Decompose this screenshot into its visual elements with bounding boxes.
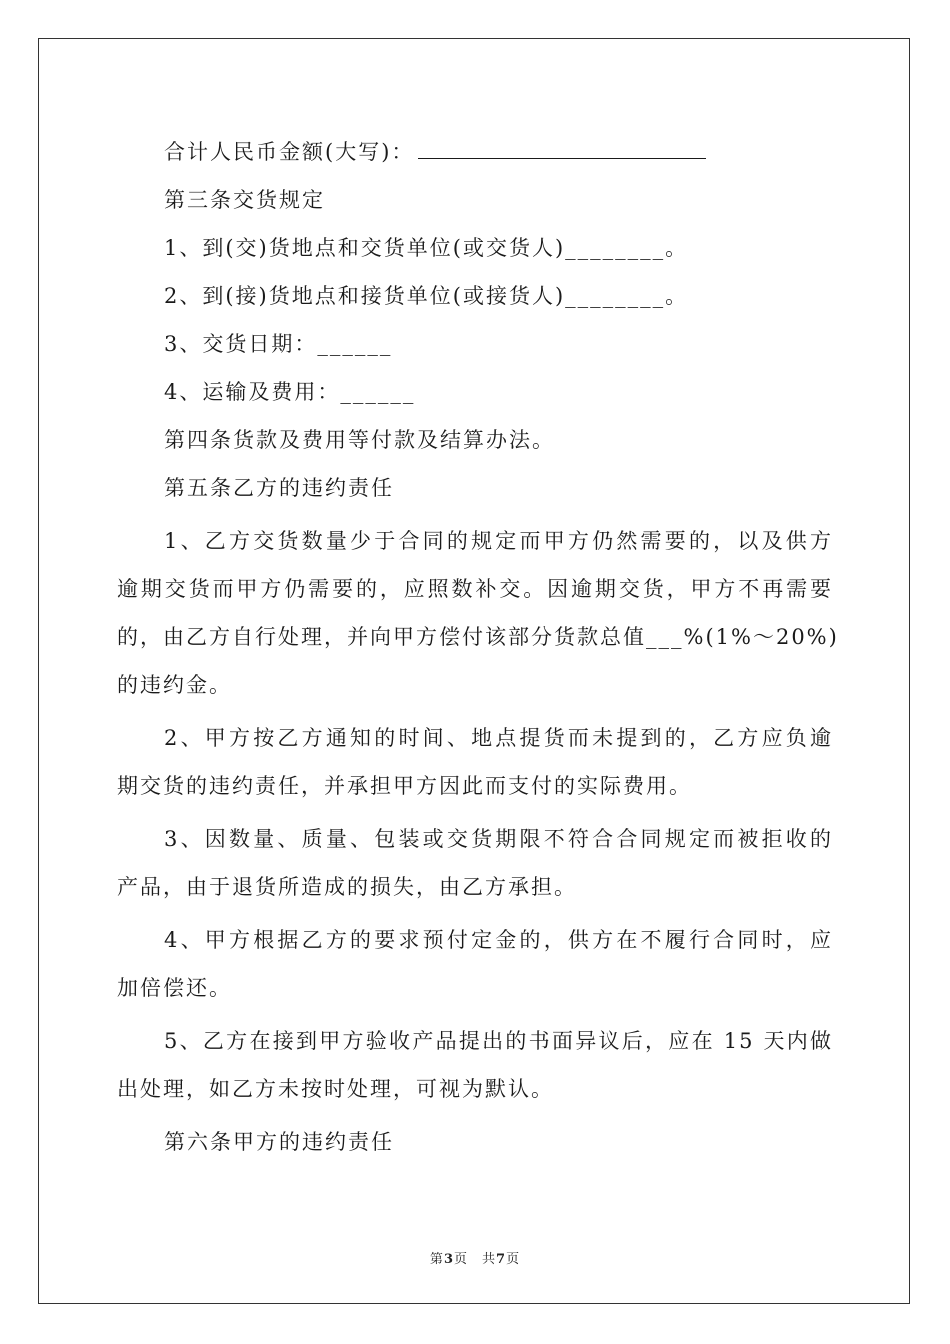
document-body <box>117 128 839 1166</box>
article-5-clause-1-line-4: 的违约金。 <box>117 673 232 697</box>
footer-total-pages: 7 <box>496 1252 507 1267</box>
footer-page-suffix: 页 <box>453 1252 468 1267</box>
article-5-clause-3-line-2: 产品，由于退货所造成的损失，由乙方承担。 <box>117 875 577 899</box>
article-3-item-1: 1、到(交)货地点和交货单位(或交货人)________。 <box>164 236 689 260</box>
article-5-clause-4-line-1: 4、甲方根据乙方的要求预付定金的，供方在不履行合同时，应 <box>164 928 833 952</box>
article-5-clause-5-line-2: 出处理，如乙方未按时处理，可视为默认。 <box>117 1077 554 1101</box>
article-5-clause-3-line-1: 3、因数量、质量、包装或交货期限不符合合同规定而被拒收的 <box>164 827 833 851</box>
article-3-item-4: 4、运输及费用：______ <box>164 380 416 404</box>
article-5-clause-2-line-2: 期交货的违约责任，并承担甲方因此而支付的实际费用。 <box>117 774 692 798</box>
article-3-title: 第三条交货规定 <box>164 188 325 212</box>
article-6-title: 第六条甲方的违约责任 <box>164 1130 394 1154</box>
footer-page-number: 3 <box>443 1252 454 1267</box>
article-5-title: 第五条乙方的违约责任 <box>164 476 394 500</box>
article-5-clause-2-line-1: 2、甲方按乙方通知的时间、地点提货而未提到的，乙方应负逾 <box>164 726 833 750</box>
total-amount-line <box>117 128 833 176</box>
article-4-title: 第四条货款及费用等付款及结算办法。 <box>164 428 555 452</box>
footer-total-suffix: 页 <box>506 1252 521 1267</box>
article-5-clause-1-line-2: 逾期交货而甲方仍需要的，应照数补交。因逾期交货，甲方不再需要 <box>117 577 833 601</box>
footer-total-prefix: 共 <box>482 1252 497 1267</box>
article-3-item-3: 3、交货日期：______ <box>164 332 393 356</box>
article-3-item-2: 2、到(接)货地点和接货单位(或接货人)________。 <box>164 284 689 308</box>
article-5-clause-4-line-2: 加倍偿还。 <box>117 976 232 1000</box>
article-5-clause-1-line-1: 1、乙方交货数量少于合同的规定而甲方仍然需要的，以及供方 <box>164 529 833 553</box>
footer-page-prefix: 第 <box>429 1252 444 1267</box>
page-footer <box>0 1248 950 1267</box>
total-amount-label: 合计人民币金额(大写)： <box>164 140 415 164</box>
total-amount-blank <box>418 138 706 159</box>
article-5-clause-5-line-1: 5、乙方在接到甲方验收产品提出的书面异议后，应在 15 天内做 <box>164 1029 833 1053</box>
article-5-clause-1-line-3: 的，由乙方自行处理，并向甲方偿付该部分货款总值___%(1%～20%) <box>117 625 839 649</box>
